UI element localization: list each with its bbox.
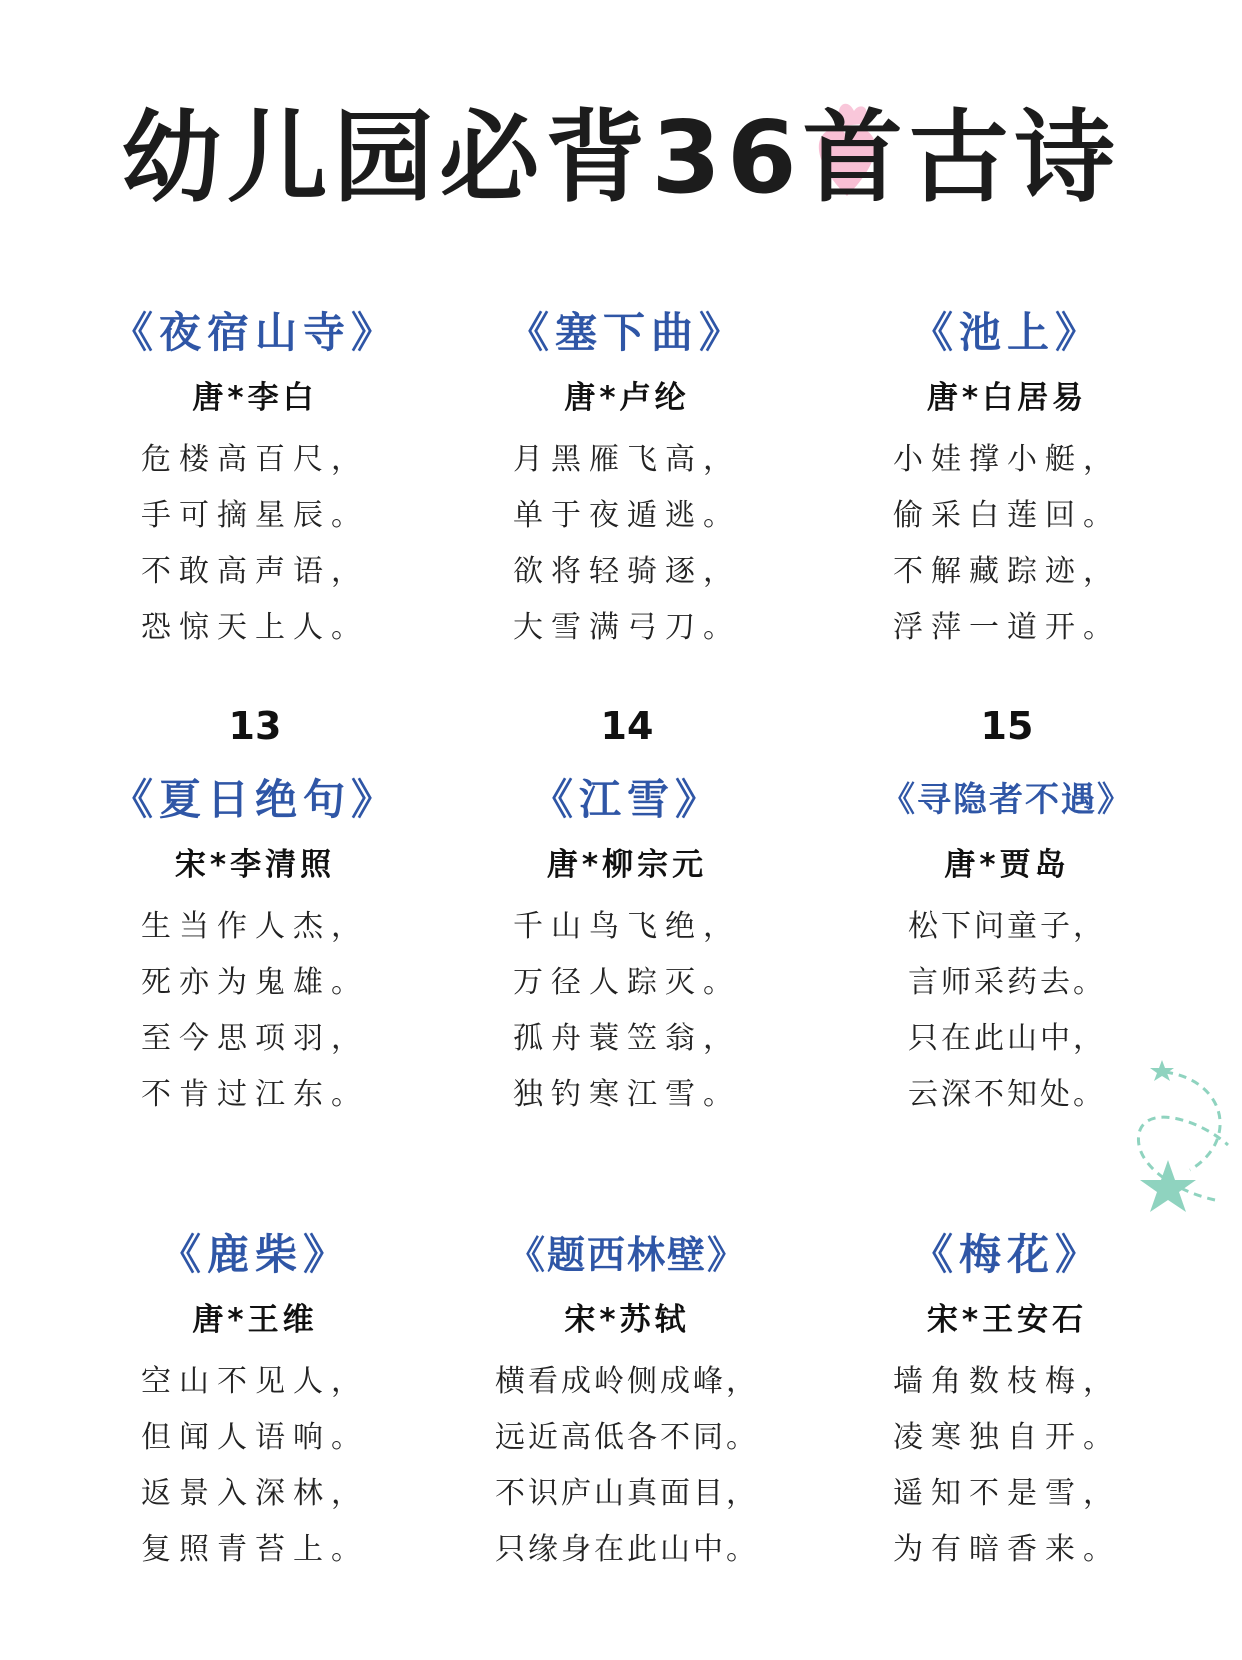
poem-card <box>90 1230 420 1578</box>
poem-title: 《池上》 <box>910 308 1103 357</box>
poem-line: 千山鸟飞绝， <box>513 909 741 944</box>
poem-card <box>842 308 1172 656</box>
poem-line: 生当作人杰， <box>141 909 369 944</box>
poem-line: 但闻人语响。 <box>141 1420 369 1455</box>
poem-line: 浮萍一道开。 <box>893 610 1121 645</box>
poem-title: 《梅花》 <box>910 1230 1103 1279</box>
poem-line: 只在此山中， <box>908 1021 1106 1056</box>
poem-author: 唐*王维 <box>192 1302 318 1338</box>
poem-author: 宋*李清照 <box>174 847 336 883</box>
poem-line: 云深不知处。 <box>908 1077 1106 1112</box>
poem-line: 空山不见人， <box>141 1364 369 1399</box>
poem-line: 横看成岭侧成峰， <box>495 1364 759 1399</box>
poem-line: 为有暗香来。 <box>893 1532 1121 1567</box>
poem-author: 宋*王安石 <box>926 1302 1088 1338</box>
poem-title: 《寻隐者不遇》 <box>881 780 1133 820</box>
poem-title: 《题西林壁》 <box>506 1233 747 1277</box>
poem-author: 唐*贾岛 <box>944 847 1070 883</box>
poem-line: 孤舟蓑笠翁， <box>513 1021 741 1056</box>
poem-title: 《夜宿山寺》 <box>110 308 399 357</box>
poem-author: 宋*苏轼 <box>564 1302 690 1338</box>
poem-line: 大雪满弓刀。 <box>513 610 741 645</box>
poem-line: 至今思项羽， <box>141 1021 369 1056</box>
poem-number: 13 <box>228 704 282 748</box>
poem-line: 单于夜遁逃。 <box>513 498 741 533</box>
poem-title: 《塞下曲》 <box>506 308 747 357</box>
poem-author: 唐*白居易 <box>926 380 1088 416</box>
poem-line: 死亦为鬼雄。 <box>141 965 369 1000</box>
poem-line: 手可摘星辰。 <box>141 498 369 533</box>
poem-line: 偷采白莲回。 <box>893 498 1121 533</box>
poem-line: 松下问童子， <box>908 909 1106 944</box>
poem-line: 墙角数枝梅， <box>893 1364 1121 1399</box>
poem-line: 独钓寒江雪。 <box>513 1077 741 1112</box>
poem-line: 不肯过江东。 <box>141 1077 369 1112</box>
poem-line: 言师采药去。 <box>908 965 1106 1000</box>
poem-card <box>462 705 792 1123</box>
poem-card <box>462 308 792 656</box>
poem-author: 唐*李白 <box>192 380 318 416</box>
poem-line: 复照青苔上。 <box>141 1532 369 1567</box>
poem-line: 远近高低各不同。 <box>495 1420 759 1455</box>
poem-line: 月黑雁飞高， <box>513 442 741 477</box>
poem-author: 唐*卢纶 <box>564 380 690 416</box>
poem-card <box>90 705 420 1123</box>
poem-line: 只缘身在此山中。 <box>495 1532 759 1567</box>
poem-line: 欲将轻骑逐， <box>513 554 741 589</box>
poem-title: 《江雪》 <box>530 775 723 824</box>
poem-line: 不敢高声语， <box>141 554 369 589</box>
poem-card <box>452 1230 802 1578</box>
poem-line: 返景入深林， <box>141 1476 369 1511</box>
poem-number: 15 <box>980 704 1034 748</box>
poem-line: 不解藏踪迹， <box>893 554 1121 589</box>
poem-line: 危楼高百尺， <box>141 442 369 477</box>
poem-line: 不识庐山真面目， <box>495 1476 759 1511</box>
poem-line: 小娃撑小艇， <box>893 442 1121 477</box>
poem-author: 唐*柳宗元 <box>546 847 708 883</box>
poem-title: 《鹿柴》 <box>158 1230 351 1279</box>
page-title: 幼儿园必背36首古诗 <box>121 99 1121 216</box>
star-icon <box>1130 1050 1242 1230</box>
poem-line: 万径人踪灭。 <box>513 965 741 1000</box>
poem-line: 遥知不是雪， <box>893 1476 1121 1511</box>
poem-card <box>842 1230 1172 1578</box>
poem-card <box>842 705 1172 1123</box>
poem-line: 凌寒独自开。 <box>893 1420 1121 1455</box>
poem-number: 14 <box>600 704 654 748</box>
poem-title: 《夏日绝句》 <box>110 775 399 824</box>
poem-card <box>90 308 420 656</box>
poem-line: 恐惊天上人。 <box>141 610 369 645</box>
